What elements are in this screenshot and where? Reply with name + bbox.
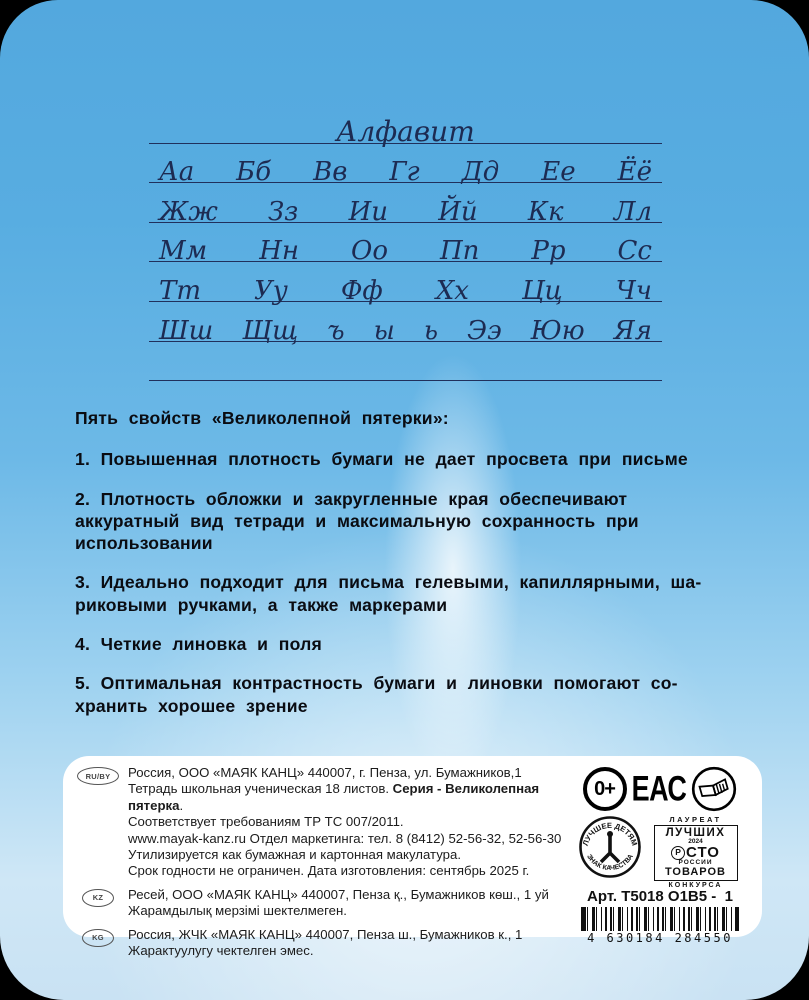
award-stamps-row	[578, 815, 743, 889]
letter-pair: Хх	[435, 275, 469, 306]
manufacturer-text-kg	[128, 927, 522, 960]
laureate-top-text: ЛАУРЕАТ	[669, 815, 722, 824]
laureate-luchshih: ЛУЧШИХ	[665, 827, 726, 839]
alphabet-row	[149, 183, 662, 227]
features-heading: Пять свойств «Великолепной пятерки»:	[75, 408, 449, 428]
alphabet-title-row	[149, 104, 662, 148]
feature-line: аккуратный вид тетради и максимальную сохранность при	[75, 510, 639, 531]
info-line: Жарактуулугу чектелген эмес.	[128, 943, 314, 959]
feature-line: 3. Идеально подходит для письма гелевыми, капиллярными, ша-	[75, 572, 702, 593]
letter-pair: Яя	[613, 315, 652, 346]
letter-pair: Пп	[439, 236, 480, 267]
alphabet-row	[149, 302, 662, 346]
info-line: Утилизируется как бумажная и картонная макулатура.	[128, 847, 461, 863]
info-block-kz	[77, 887, 566, 920]
laureate-r-icon: Р	[671, 846, 685, 860]
alphabet-block	[149, 104, 662, 381]
quality-mark-bottom-text: ЗНАК КАЧЕСТВА	[584, 853, 635, 873]
feature-line: риковыми ручками, а также маркерами	[75, 594, 448, 615]
letter-pair: Жж	[159, 196, 218, 227]
feature-item	[75, 571, 743, 616]
letter-pair: Юю	[530, 315, 585, 346]
letter-pair: Вв	[313, 157, 348, 188]
manufacturer-text-kz	[128, 887, 549, 920]
info-line: Соответствует требованиям ТР ТС 007/2011.	[128, 814, 404, 830]
barcode-bars	[581, 907, 739, 931]
letter-pair: Сс	[617, 236, 652, 267]
alphabet-row	[149, 144, 662, 188]
empty-ruled-line	[149, 342, 662, 382]
letter-pair: Бб	[236, 157, 272, 188]
letter-pair: Ээ	[467, 315, 502, 346]
info-line: Россия, ООО «МАЯК КАНЦ» 440007, г. Пенза, ул. Бумажников,1	[128, 765, 522, 780]
laureate-tovarov: ТОВАРОВ	[664, 866, 727, 878]
quality-mark-icon	[578, 815, 642, 879]
letter-pair: Аа	[159, 157, 195, 188]
letter-pair: Мм	[159, 236, 208, 267]
recyclable-book-icon	[691, 766, 737, 812]
info-line: Россия, ЖЧК «МАЯК КАНЦ» 440007, Пенза ш., Бумажников к., 1	[128, 926, 523, 942]
letter-pair: Оо	[351, 236, 388, 267]
eac-mark-icon: ЕАС	[631, 768, 687, 808]
laureate-russia: РОССИИ	[678, 859, 713, 866]
info-block-ru-by	[77, 765, 566, 880]
region-badge-ru-by: RU/BY	[77, 767, 119, 785]
letter-pair: Нн	[259, 236, 299, 267]
info-line-fragment: .	[179, 797, 184, 813]
alphabet-title: Алфавит	[336, 114, 475, 148]
manufacturer-text	[128, 765, 566, 880]
letter-pair: Уу	[253, 275, 288, 306]
letter-pair: Дд	[461, 157, 500, 188]
laureate-sto-row	[656, 845, 736, 860]
info-line	[128, 781, 566, 814]
letter-pair: Ёё	[617, 157, 652, 188]
feature-line: хранить хорошее зрение	[75, 695, 308, 716]
article-number: Арт. Т5018 О1В5 - 1	[587, 888, 733, 905]
letter-pair: Щщ	[242, 315, 299, 346]
barcode	[575, 907, 745, 944]
letter-pair: Цц	[521, 275, 563, 306]
feature-line: 2. Плотность обложки и закругленные края обеспечивают	[75, 488, 628, 509]
letter-pair: Зз	[267, 196, 299, 227]
info-line: www.mayak-kanz.ru Отдел маркетинга: тел. 8 (8412) 52-56-32, 52-56-30	[128, 830, 562, 846]
letter-pair: Ее	[541, 157, 576, 188]
letter-pair: ь	[423, 315, 439, 346]
letter-pair: Фф	[340, 275, 383, 306]
barcode-digits: 4 630184 284550	[587, 931, 733, 945]
feature-item	[75, 633, 743, 655]
info-line-fragment: Тетрадь школьная ученическая 18 листов.	[128, 781, 393, 797]
info-block-kg	[77, 927, 566, 960]
laureate-box	[654, 825, 738, 881]
info-line: Жарамдылық мерзімі шектелмеген.	[128, 903, 347, 919]
letter-pair: Йй	[438, 196, 478, 227]
letter-pair: ы	[373, 315, 395, 346]
region-badge-kz: KZ	[82, 889, 114, 907]
certification-column	[566, 765, 754, 945]
feature-line: 4. Четкие линовка и поля	[75, 634, 322, 655]
quality-mark-top-text: ЛУЧШЕЕ ДЕТЯМ	[580, 820, 639, 847]
letter-pair: ъ	[327, 315, 345, 346]
laureate-mark-icon	[649, 815, 743, 889]
age-rating-icon: 0+	[583, 767, 627, 811]
letter-pair: Лл	[613, 196, 652, 227]
feature-item	[75, 672, 743, 717]
laureate-year: 2024	[688, 838, 703, 845]
features-section	[75, 407, 743, 734]
info-line: Срок годности не ограничен. Дата изготовления: сентябрь 2025 г.	[128, 863, 530, 879]
alphabet-row	[149, 262, 662, 306]
feature-line: 1. Повышенная плотность бумаги не дает просвета при письме	[75, 449, 688, 470]
laureate-bottom-text: КОНКУРСА	[668, 882, 723, 889]
letter-pair: Рр	[531, 236, 566, 267]
alphabet-row	[149, 223, 662, 267]
letter-pair: Кк	[527, 196, 564, 227]
info-line: Ресей, ООО «МАЯК КАНЦ» 440007, Пенза қ., Бумажников көш., 1 уй	[128, 886, 549, 902]
letter-pair: Шш	[159, 315, 214, 346]
feature-item	[75, 448, 743, 470]
feature-item	[75, 488, 743, 555]
info-text-column	[77, 765, 566, 959]
letter-pair: Ии	[348, 196, 388, 227]
laureate-sto: СТО	[686, 844, 720, 861]
feature-line: 5. Оптимальная контрастность бумаги и линовки помогают со-	[75, 673, 678, 694]
letter-pair: Тт	[159, 275, 201, 306]
letter-pair: Гг	[389, 157, 420, 188]
certification-marks-row	[583, 766, 738, 812]
feature-line: использовании	[75, 533, 213, 554]
series-name: Серия - Великолепная пятерка	[128, 781, 540, 813]
letter-pair: Чч	[615, 275, 652, 306]
manufacturer-info-box	[63, 756, 762, 959]
region-badge-kg: KG	[82, 929, 114, 947]
